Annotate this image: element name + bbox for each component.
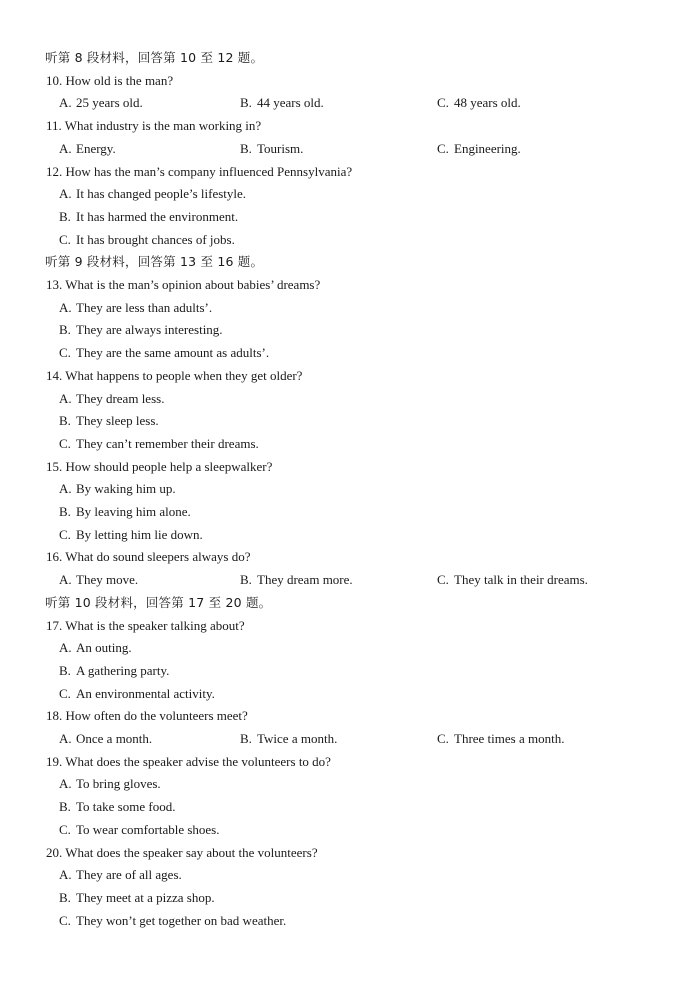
options-row	[0, 94, 695, 112]
option-letter: C.	[59, 526, 71, 542]
question-text: 18. How often do the volunteers meet?	[46, 708, 248, 724]
option-line	[0, 299, 695, 317]
option-text: By leaving him alone.	[76, 504, 191, 519]
option-text: It has brought chances of jobs.	[76, 231, 235, 247]
option-text: They meet at a pizza shop.	[76, 889, 215, 905]
option-letter: C.	[437, 95, 449, 111]
option-line	[0, 480, 695, 498]
question-text: 20. What does the speaker say about the volunteers?	[46, 844, 318, 860]
option-letter: A.	[59, 299, 72, 315]
option-letter: C.	[437, 572, 449, 588]
section-header: 听第 9 段材料，回答第 13 至 16 题。	[45, 254, 264, 270]
option-text: They are of all ages.	[76, 867, 182, 883]
option-line	[0, 526, 695, 544]
option-line	[0, 435, 695, 453]
option-text: They talk in their dreams.	[454, 572, 588, 588]
option-letter: A.	[59, 572, 72, 588]
option-text: A gathering party.	[76, 662, 170, 678]
option-line	[0, 185, 695, 203]
section-header: 听第 10 段材料，回答第 17 至 20 题。	[45, 594, 272, 610]
option-line	[0, 685, 695, 703]
option-text: To take some food.	[76, 799, 176, 815]
option-line	[0, 866, 695, 884]
option-letter: A.	[59, 776, 72, 792]
option-letter: C.	[59, 912, 71, 928]
option-c	[437, 730, 564, 748]
option-text: They move.	[76, 572, 139, 588]
option-text: Three times a month.	[454, 731, 565, 746]
option-letter: C.	[59, 345, 71, 361]
option-line	[0, 889, 695, 907]
option-text: To wear comfortable shoes.	[76, 821, 220, 837]
option-b	[240, 94, 324, 112]
option-text: They sleep less.	[76, 413, 159, 429]
option-text: They are the same amount as adults’.	[76, 345, 270, 361]
option-letter: B.	[59, 413, 71, 429]
option-text: Engineering.	[454, 140, 521, 156]
option-a	[59, 480, 176, 498]
option-letter: B.	[240, 140, 252, 156]
option-line	[0, 390, 695, 408]
option-letter: A.	[59, 186, 72, 202]
section-header: 听第 8 段材料，回答第 10 至 12 题。	[45, 50, 264, 65]
question-text: 14. What happens to people when they get older?	[46, 367, 303, 383]
option-text: They can’t remember their dreams.	[76, 435, 259, 451]
option-text: They dream more.	[257, 572, 353, 588]
options-row	[0, 730, 695, 748]
option-letter: B.	[59, 662, 71, 678]
option-b	[240, 571, 353, 589]
option-letter: A.	[59, 481, 72, 497]
option-text: Tourism.	[257, 140, 304, 156]
question-text: 13. What is the man’s opinion about babies’ dreams?	[46, 277, 321, 292]
option-line	[0, 662, 695, 680]
option-text: An environmental activity.	[76, 685, 215, 701]
option-line	[0, 344, 695, 362]
option-line	[0, 412, 695, 430]
option-text: Twice a month.	[257, 731, 338, 746]
option-line	[0, 821, 695, 839]
option-a	[59, 775, 161, 793]
option-line	[0, 912, 695, 930]
option-letter: B.	[240, 572, 252, 588]
option-a	[59, 390, 164, 408]
option-b	[240, 140, 303, 158]
option-letter: B.	[240, 731, 252, 746]
option-a	[59, 730, 152, 748]
option-letter: A.	[59, 390, 72, 406]
question-text: 12. How has the man’s company influenced Pennsylvania?	[46, 163, 353, 179]
option-c	[59, 344, 269, 362]
option-text: It has harmed the environment.	[76, 208, 239, 224]
option-text: Once a month.	[76, 731, 153, 746]
option-c	[59, 821, 219, 839]
option-c	[59, 912, 286, 930]
option-b	[59, 503, 191, 521]
option-letter: B.	[59, 799, 71, 815]
option-b	[59, 321, 223, 339]
question-text: 19. What does the speaker advise the volunteers to do?	[46, 753, 331, 769]
option-a	[59, 866, 182, 884]
option-b	[59, 208, 238, 226]
option-c	[59, 526, 203, 544]
question-text: 16. What do sound sleepers always do?	[46, 549, 251, 565]
option-letter: A.	[59, 140, 72, 156]
option-text: 25 years old.	[76, 95, 143, 111]
option-text: They dream less.	[76, 390, 165, 406]
options-row	[0, 140, 695, 158]
option-text: To bring gloves.	[76, 776, 161, 792]
question-text: 10. How old is the man?	[46, 72, 174, 88]
option-line	[0, 503, 695, 521]
option-text: By waking him up.	[76, 481, 176, 497]
option-a	[59, 140, 116, 158]
option-text: They won’t get together on bad weather.	[76, 912, 287, 928]
option-a	[59, 571, 138, 589]
option-letter: C.	[437, 140, 449, 156]
option-c	[59, 231, 235, 249]
option-letter: C.	[59, 231, 71, 247]
option-letter: C.	[59, 821, 71, 837]
option-text: It has changed people’s lifestyle.	[76, 186, 247, 202]
option-letter: B.	[59, 322, 71, 338]
option-c	[59, 685, 215, 703]
option-b	[59, 798, 175, 816]
option-c	[59, 435, 259, 453]
option-text: By letting him lie down.	[76, 526, 203, 542]
option-text: 44 years old.	[257, 95, 324, 111]
question-text: 15. How should people help a sleepwalker?	[46, 458, 273, 474]
option-line	[0, 208, 695, 226]
option-text: Energy.	[76, 140, 116, 156]
option-b	[59, 412, 159, 430]
option-a	[59, 299, 212, 317]
option-line	[0, 775, 695, 793]
options-row	[0, 571, 695, 589]
option-a	[59, 185, 246, 203]
option-text: They are always interesting.	[76, 322, 223, 338]
option-line	[0, 639, 695, 657]
question-text: 17. What is the speaker talking about?	[46, 617, 245, 633]
option-letter: A.	[59, 640, 72, 656]
option-letter: B.	[59, 504, 71, 519]
option-letter: B.	[240, 95, 252, 111]
option-line	[0, 798, 695, 816]
option-c	[437, 94, 521, 112]
option-a	[59, 639, 132, 657]
option-letter: C.	[59, 435, 71, 451]
option-line	[0, 321, 695, 339]
option-text: 48 years old.	[454, 95, 521, 111]
option-letter: A.	[59, 95, 72, 111]
option-b	[59, 889, 215, 907]
option-b	[59, 662, 169, 680]
option-letter: A.	[59, 867, 72, 883]
option-letter: A.	[59, 731, 72, 746]
option-c	[437, 571, 588, 589]
option-letter: B.	[59, 889, 71, 905]
option-c	[437, 140, 521, 158]
option-letter: C.	[437, 731, 449, 746]
option-letter: B.	[59, 208, 71, 224]
option-text: They are less than adults’.	[76, 299, 213, 315]
question-text: 11. What industry is the man working in?	[46, 118, 262, 134]
option-letter: C.	[59, 685, 71, 701]
option-b	[240, 730, 337, 748]
option-a	[59, 94, 143, 112]
option-line	[0, 231, 695, 249]
option-text: An outing.	[76, 640, 132, 656]
